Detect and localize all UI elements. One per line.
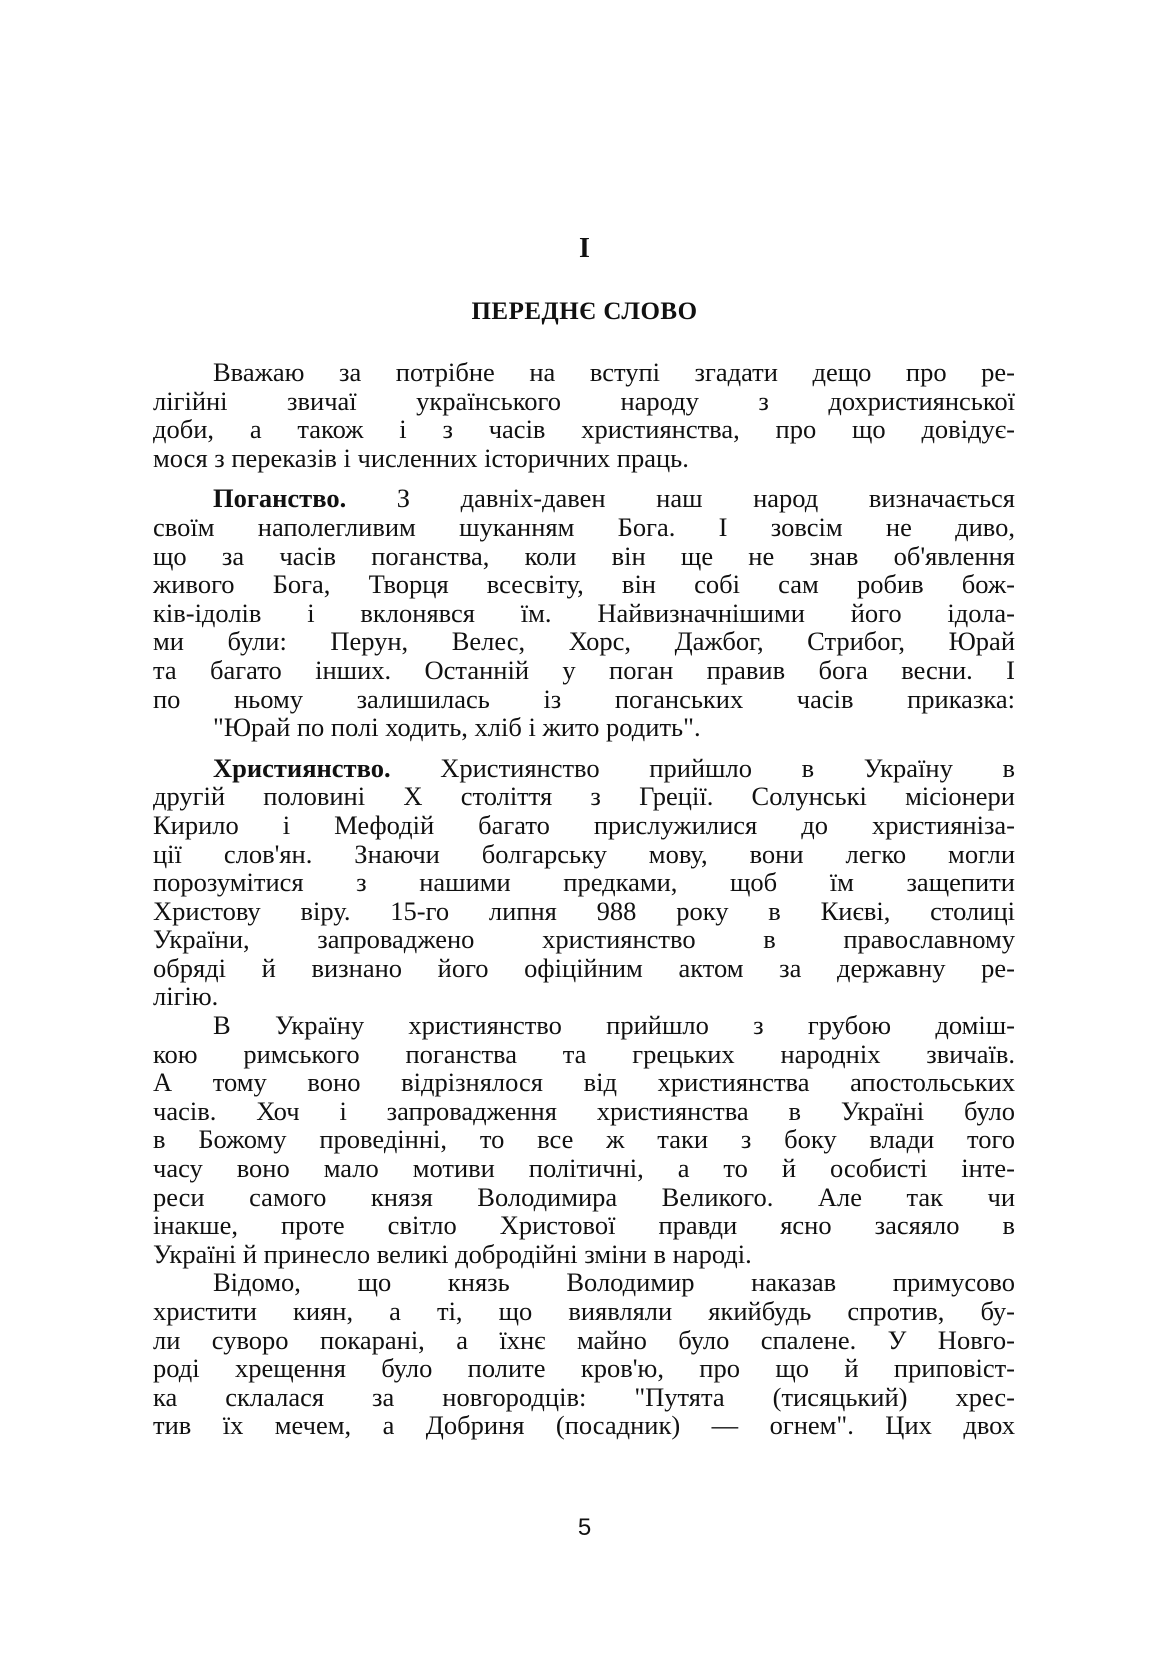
text-line: часу воно мало мотиви політичні, а то й особисті інте-: [153, 1153, 1015, 1184]
text-line: ції слов'ян. Знаючи болгарську мову, вони легко могли: [153, 838, 1015, 869]
paragraph-baptism: [153, 1268, 1015, 1440]
section-lead-christianity: Християнство.: [213, 752, 391, 783]
text-line: реси самого князя Володимира Великого. Але так чи: [153, 1181, 1015, 1212]
page-number: 5: [577, 1514, 592, 1541]
text-line: Вважаю за потрібне на вступі згадати дещо про ре-: [213, 357, 1015, 387]
text-line: другій половині X століття з Греції. Солунські місіонери: [153, 781, 1015, 812]
text-line: ків-ідолів і вклонявся їм. Найвизначнішими його ідола-: [153, 597, 1015, 628]
text-line: живого Бога, Творця всесвіту, він собі сам робив бож-: [153, 569, 1015, 600]
text-line: [153, 484, 1015, 513]
text-line: обряді й визнано його офіційним актом за державну ре-: [153, 952, 1015, 983]
text-line: своїм наполегливим шуканням Бога. І зовсім не диво,: [153, 511, 1015, 542]
text-line: христити киян, а ті, що виявляли якийбудь спротив, бу-: [153, 1296, 1015, 1326]
text-line: часів. Хоч і запровадження християнства в Україні було: [153, 1095, 1015, 1126]
chapter-title: ПЕРЕДНЄ СЛОВО: [471, 298, 698, 325]
paragraph-intro: [153, 358, 1015, 472]
text-line: України, запроваджено християнство в православному: [153, 924, 1015, 955]
body-text: [153, 358, 1015, 1440]
text-line: доби, а також і з часів християнства, про що довідує-: [153, 414, 1015, 445]
text-segment: З давніх-давен наш народ визначається: [346, 483, 1015, 514]
text-line: лігійні звичаї українського народу з дохристиянської: [153, 385, 1015, 416]
text-line: Кирило і Мефодій багато прислужилися до християніза-: [153, 809, 1015, 840]
text-line: Христову віру. 15-го липня 988 року в Києві, столиці: [153, 895, 1015, 926]
text-line: кою римського поганства та грецьких народніх звичаїв.: [153, 1038, 1015, 1069]
text-line: ли суворо покарані, а їхнє майно було спалене. У Новго-: [153, 1324, 1015, 1355]
text-line: "Юрай по полі ходить, хліб і жито родить".: [213, 712, 701, 743]
text-line: В Україну християнство прийшло з грубою доміш-: [213, 1010, 1015, 1041]
text-line: мося з переказів і численних історичних праць.: [153, 442, 689, 473]
text-line: А тому воно відрізнялося від християнства апостольських: [153, 1067, 1015, 1098]
text-line: тив їх мечем, а Добриня (посадник) — огнем". Цих двох: [153, 1410, 1015, 1441]
text-line: по ньому залишилась із поганських часів приказка:: [153, 683, 1015, 714]
chapter-number: I: [579, 233, 590, 264]
paragraph-paganism: [153, 484, 1015, 741]
text-line: ка склалася за новгородців: "Путята (тисяцький) хрес-: [153, 1381, 1015, 1412]
text-line: та багато інших. Останній у поган правив бога весни. І: [153, 654, 1015, 685]
text-line: лігію.: [153, 981, 219, 1012]
text-line: порозумітися з нашими предками, щоб їм защепити: [153, 867, 1015, 898]
text-line: роді хрещення було полите кров'ю, про що й приповіст-: [153, 1353, 1015, 1384]
text-line: [153, 754, 1015, 783]
section-lead-paganism: Поганство.: [213, 483, 347, 514]
paragraph-christianity: [153, 754, 1015, 1011]
text-segment: Християнство прийшло в Україну в: [390, 752, 1015, 783]
text-line: інакше, проте світло Христової правди ясно засяяло в: [153, 1210, 1015, 1241]
text-line: що за часів поганства, коли він ще не знав об'явлення: [153, 540, 1015, 571]
text-line: ми були: Перун, Велес, Хорс, Дажбог, Стрибог, Юрай: [153, 626, 1015, 657]
text-line: Відомо, що князь Володимир наказав примусово: [213, 1267, 1015, 1298]
paragraph-admixture: [153, 1011, 1015, 1268]
text-line: Україні й принесло великі добродійні зміни в народі.: [153, 1238, 752, 1269]
text-line: в Божому проведінні, то все ж таки з боку влади того: [153, 1124, 1015, 1155]
